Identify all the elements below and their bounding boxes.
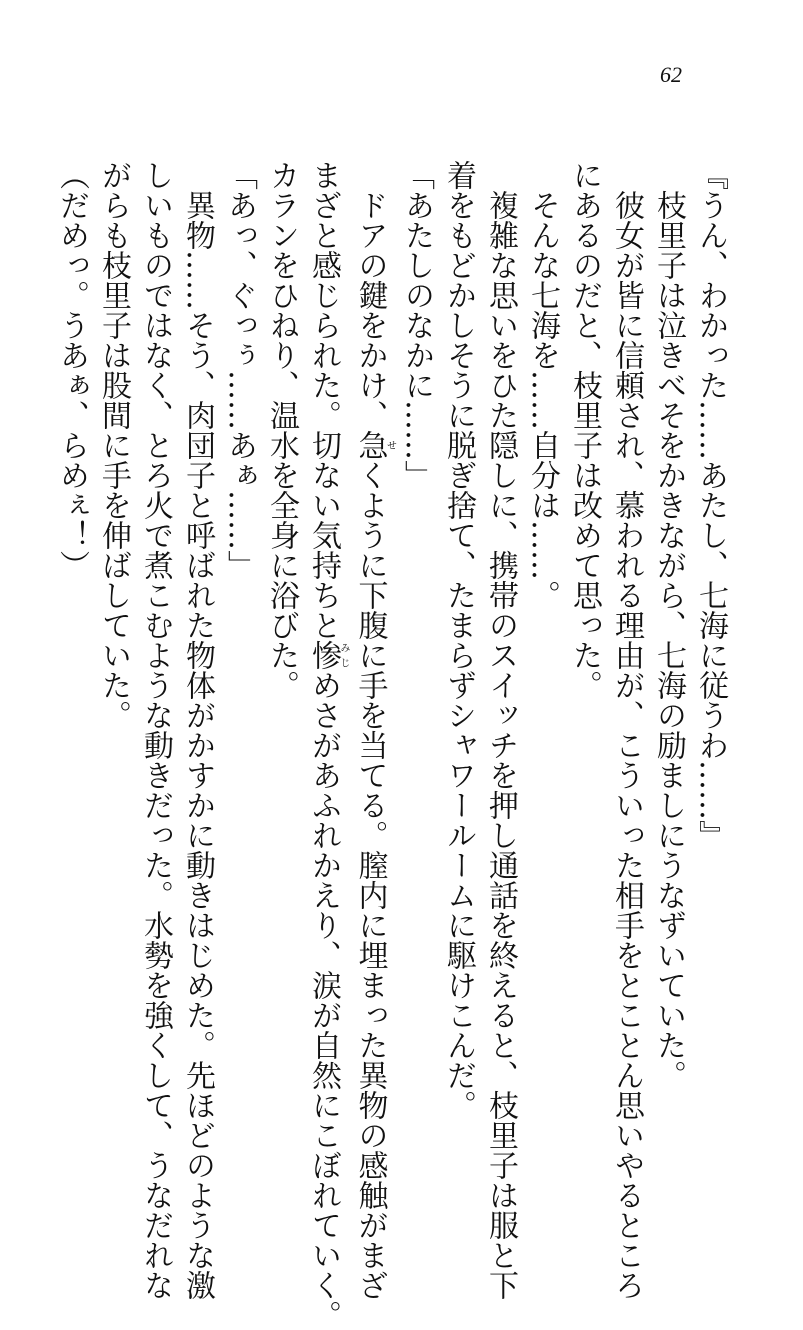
text-line-ruby	[302, 160, 349, 1330]
text-line: にあるのだと、枝里子は改めて思った。	[567, 160, 602, 700]
text-line: がらも枝里子は股間に手を伸ばしていた。	[96, 160, 131, 730]
text-line: カランをひねり、温水を全身に浴びた。	[264, 160, 299, 700]
text-line: （だめっ。うあぁ、らめぇ！）	[54, 160, 89, 580]
text-segment: めさがあふれかえり、涙が自然にこぼれていく。	[306, 670, 341, 1330]
text-line-ruby	[349, 160, 396, 1300]
text-line: 「あっ、ぐっぅ……あぁ……」	[222, 160, 257, 580]
text-line: 着をもどかしそうに脱ぎ捨て、たまらずシャワールームに駆けこんだ。	[441, 160, 476, 1120]
text-segment: くように下腹に手を当てる。膣内に埋まった異物の感触がまざ	[352, 460, 388, 1300]
text-line: 複雑な思いをひた隠しに、携帯のスイッチを押し通話を終えると、枝里子は服と下	[483, 160, 518, 1300]
text-line: 枝里子は泣きべそをかきながら、七海の励ましにうなずいていた。	[651, 160, 686, 1090]
ruby-word	[352, 430, 396, 460]
page-number: 62	[660, 62, 682, 87]
text-line: 異物……そう、肉団子と呼ばれた物体がかすかに動きはじめた。先ほどのような激	[180, 160, 215, 1300]
ruby-reading: みじ	[338, 640, 349, 670]
ruby-reading: せ	[384, 430, 396, 460]
text-line: 彼女が皆に信頼され、慕われる理由が、こういった相手をとことん思いやるところ	[609, 160, 644, 1300]
text-segment: まざと感じられた。切ない気持ちと	[306, 160, 341, 640]
text-line: 『うん、わかった……あたし、七海に従うわ……』	[693, 160, 728, 850]
text-segment: ドアの鍵をかけ、	[352, 160, 388, 430]
text-line: しいものではなく、とろ火で煮こむような動きだった。水勢を強くして、うなだれな	[138, 160, 173, 1300]
ruby-base: 惨	[306, 640, 341, 670]
ruby-word	[306, 640, 349, 670]
text-line: そんな七海を……自分は……。	[525, 160, 560, 610]
text-line: 「あたしのなかに……」	[399, 160, 434, 490]
ruby-base: 急	[352, 430, 388, 460]
body-text	[50, 160, 731, 1330]
